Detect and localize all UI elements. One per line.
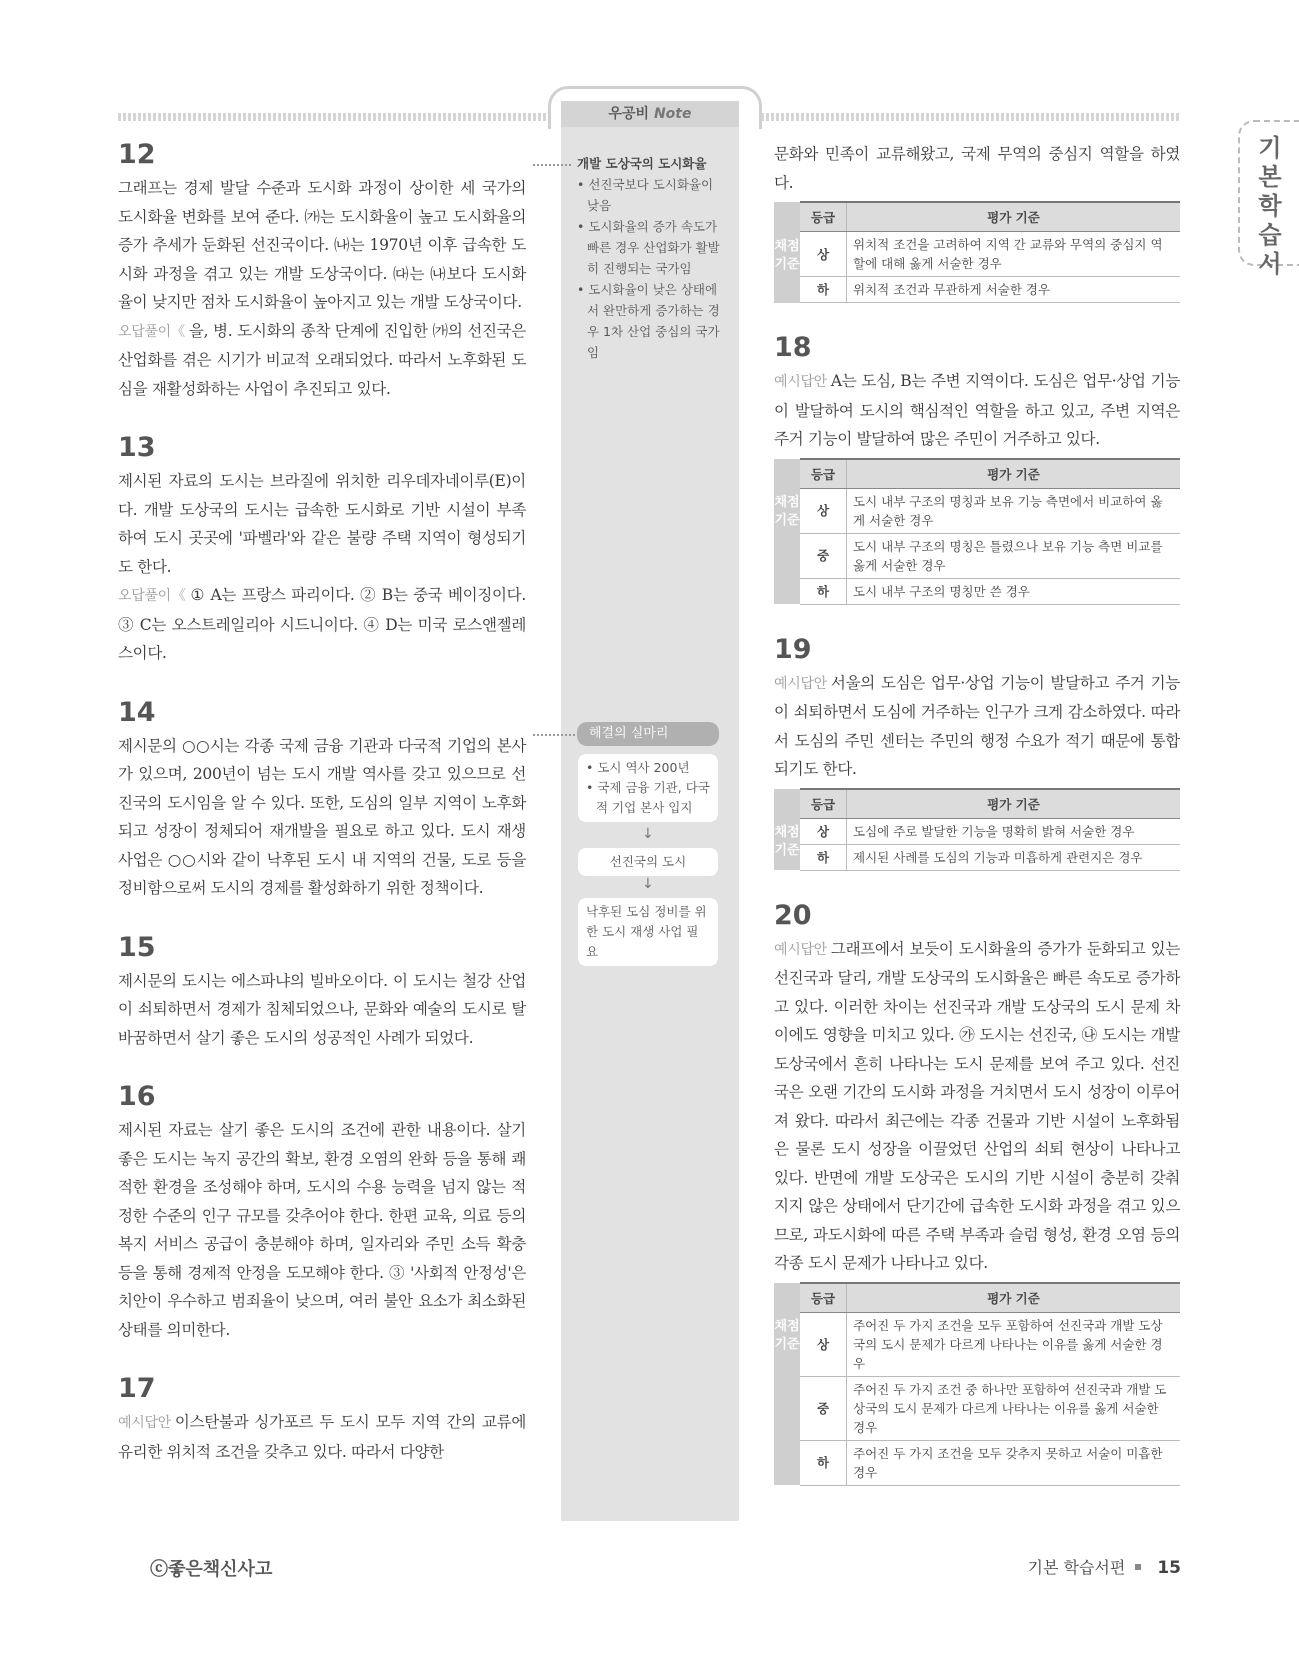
note-connector-1 — [533, 164, 573, 166]
grade-criteria: 주어진 두 가지 조건을 모두 포함하여 선진국과 개발 도상국의 도시 문제가 다르게 나타나는 이유를 옳게 서술한 경우 — [847, 1312, 1181, 1376]
note-item-urbanization — [577, 153, 727, 363]
clue-box-developed: 선진국의 도시 — [578, 848, 718, 876]
clue-box-conclusion: 낙후된 도심 정비를 위한 도시 재생 사업 필요 — [578, 898, 718, 966]
question-number: 18 — [774, 332, 812, 363]
wrong-answer-tag: 오답풀이《 — [118, 323, 185, 340]
answer-text — [774, 669, 1180, 784]
example-answer-text: 이스탄불과 싱가포르 두 도시 모두 지역 간의 교류에 유리한 위치적 조건을 갖추고 있다. 따라서 다양한 — [118, 1413, 526, 1461]
section-label: 기본 학습서편 — [1027, 1558, 1126, 1577]
down-arrow-icon: ↓ — [642, 876, 654, 892]
grade-criteria: 주어진 두 가지 조건을 모두 갖추지 못하고 서술이 미흡한 경우 — [847, 1440, 1181, 1485]
right-column — [774, 140, 1180, 1516]
grade-criteria: 도시 내부 구조의 명칭은 틀렸으나 보유 기능 측면 비교를 옳게 서술한 경우 — [847, 533, 1181, 578]
grade-criteria: 제시된 사례를 도심의 기능과 미흡하게 관련지은 경우 — [847, 844, 1181, 870]
note-bullet: • 도시화율이 낮은 상태에서 완만하게 증가하는 경우 1차 산업 중심의 국가임 — [587, 279, 727, 363]
criteria-header: 평가 기준 — [847, 789, 1181, 819]
answer-text: 제시문의 도시는 에스파냐의 빌바오이다. 이 도시는 철강 산업이 쇠퇴하면서 경제가 침체되었으나, 문화와 예술의 도시로 탈바꿈하면서 살기 좋은 도시의 성공적인 사례가 되었다. — [118, 971, 526, 1047]
clue-box-facts — [578, 754, 718, 822]
question-number: 12 — [118, 139, 156, 170]
grading-table-20 — [774, 1282, 1180, 1486]
level-header: 등급 — [800, 459, 847, 489]
grade-criteria: 도심에 주로 발달한 기능을 명확히 밝혀 서술한 경우 — [847, 818, 1181, 844]
side-tab-label: 기본학습서 — [1258, 134, 1282, 278]
question-13 — [118, 433, 526, 668]
wrong-answer-text: 을, 병. 도시화의 종착 단계에 진입한 ㈎의 선진국은 산업화를 겪은 시기가 비교적 오래되었다. 따라서 노후화된 도심을 재활성화하는 사업이 추진되고 있다. — [118, 321, 526, 398]
grading-table-19 — [774, 788, 1180, 871]
level-header: 등급 — [800, 1283, 847, 1313]
grade-level: 중 — [800, 1376, 847, 1440]
clue-title: 해결의 실마리 — [577, 722, 719, 746]
criteria-header: 평가 기준 — [847, 202, 1181, 232]
grade-level: 상 — [800, 232, 847, 277]
answer-text: 제시된 자료는 살기 좋은 도시의 조건에 관한 내용이다. 살기 좋은 도시는 녹지 공간의 확보, 환경 오염의 완화 등을 통해 쾌적한 환경을 조성해야 하며, 도시의 수용 능력을 넘지 않는 적정한 수준의 인구 규모를 갖추어야 한다. 한편 교육, 의료 등의 복지 서비스 공급이 충분해야 하며, 일자리와 주민 소득 확충 등을 통해 경제적 안정을 도모해야 한다. ③ '사회적 안정성'은 치안이 우수하고 범죄율이 낮으며, 여러 불안 요소가 최소화된 상태를 의미한다. — [118, 1121, 526, 1339]
q17-continued-text: 문화와 민족이 교류해왔고, 국제 무역의 중심지 역할을 하였다. — [774, 145, 1180, 192]
question-12 — [118, 140, 526, 403]
header-divider-left — [118, 113, 550, 121]
answer-text: 그래프는 경제 발달 수준과 도시화 과정이 상이한 세 국가의 도시화율 변화를 보여 준다. ㈎는 도시화율이 높고 도시화율의 증가 추세가 둔화된 선진국이다. ㈏는 1970년 이후 급속한 도시화 과정을 겪고 있는 개발 도상국이다. ㈐는 ㈏보다 도시화율이 낮지만 점차 도시화율이 높아지고 있는 개발 도상국이다. — [118, 179, 526, 311]
answer-text: 제시문의 ○○시는 각종 국제 금융 기관과 다국적 기업의 본사가 있으며, 200년이 넘는 도시 개발 역사를 갖고 있으므로 선진국의 도시임을 알 수 있다. 또한, 도심의 일부 지역이 노후화되고 성장이 정체되어 재개발을 필요로 하고 있다. 도시 재생 사업은 ○○시와 같이 낙후된 도시 내 지역의 건물, 도로 등을 정비함으로써 도시의 경제를 활성화하기 위한 정책이다. — [118, 736, 526, 897]
question-19 — [774, 635, 1180, 784]
example-answer-tag: 예시답안 — [774, 374, 827, 390]
example-answer-tag: 예시답안 — [774, 941, 827, 958]
grade-level: 하 — [800, 578, 847, 604]
grade-level: 하 — [800, 844, 847, 870]
criteria-header: 평가 기준 — [847, 459, 1181, 489]
example-answer-text: 그래프에서 보듯이 도시화율의 증가가 둔화되고 있는 선진국과 달리, 개발 도상국의 도시화율은 빠른 속도로 증가하고 있다. 이러한 차이는 선진국과 개발 도상국의 도시 문제 차이에도 영향을 미치고 있다. ㉮ 도시는 선진국, ㉯ 도시는 개발 도상국에서 흔히 나타나는 도시 문제를 보여 주고 있다. 선진국은 오랜 기간의 도시화 과정을 거치면서 도시 성장이 이루어져 왔다. 따라서 최근에는 각종 건물과 기반 시설이 노후화됨은 물론 도시 성장을 이끌었던 산업의 쇠퇴 현상이 나타나고 있다. 반면에 개발 도상국은 도시의 기반 시설이 충분히 갖춰지지 않은 상태에서 단기간에 급속한 도시화 과정을 겪고 있으므로, 과도시화에 따른 주택 부족과 슬럼 형성, 환경 오염 등의 각종 도시 문제가 나타나고 있다. — [774, 939, 1180, 1272]
grade-level: 중 — [800, 533, 847, 578]
grade-criteria: 위치적 조건을 고려하여 지역 간 교류와 무역의 중심지 역할에 대해 옳게 서술한 경우 — [847, 232, 1181, 277]
question-number: 20 — [774, 899, 812, 931]
level-header: 등급 — [800, 202, 847, 232]
wrong-answer-note — [118, 581, 526, 668]
grade-level: 하 — [800, 1440, 847, 1485]
wrong-answer-text: ① A는 프랑스 파리이다. ② B는 중국 베이징이다. ③ C는 오스트레일리아 시드니이다. ④ D는 미국 로스앤젤레스이다. — [118, 586, 526, 662]
question-15 — [118, 933, 526, 1053]
grade-level: 하 — [800, 277, 847, 303]
example-answer-text: 서울의 도심은 업무·상업 기능이 발달하고 주거 기능이 쇠퇴하면서 도심에 거주하는 인구가 크게 감소하였다. 따라서 도심의 주민 센터는 주민의 행정 수요가 적기 때문에 통합되기도 한다. — [774, 673, 1180, 778]
note-bullet: • 선진국보다 도시화율이 낮음 — [587, 174, 727, 216]
grade-criteria: 도시 내부 구조의 명칭만 쓴 경우 — [847, 578, 1181, 604]
publisher-logo: ⓒ좋은책신사고 — [150, 1559, 273, 1580]
example-answer-text: A는 도심, B는 주변 지역이다. 도심은 업무·상업 기능이 발달하여 도시의 핵심적인 역할을 하고 있고, 주변 지역은 주거 기능이 발달하여 많은 주민이 거주하고 있다. — [774, 372, 1180, 448]
question-number: 17 — [118, 1373, 156, 1404]
page-footer — [1028, 1555, 1182, 1578]
question-20 — [774, 901, 1180, 1278]
example-answer-tag: 예시답안 — [774, 675, 827, 692]
grading-side-label: 채점기준 — [774, 232, 800, 303]
question-14 — [118, 698, 526, 903]
grade-level: 상 — [800, 1312, 847, 1376]
page-number: 15 — [1157, 1558, 1181, 1578]
separator-square-icon — [1135, 1564, 1141, 1570]
grade-level: 상 — [800, 818, 847, 844]
question-number: 14 — [118, 696, 156, 728]
grade-criteria: 주어진 두 가지 조건 중 하나만 포함하여 선진국과 개발 도상국의 도시 문제가 다르게 나타나는 이유를 옳게 서술한 경우 — [847, 1376, 1181, 1440]
clue-bullet: • 도시 역사 200년 — [596, 758, 710, 778]
question-number: 15 — [118, 931, 156, 963]
question-18 — [774, 333, 1180, 454]
grade-level: 상 — [800, 488, 847, 533]
answer-text — [118, 1408, 526, 1466]
down-arrow-icon: ↓ — [642, 826, 654, 842]
side-section-tab[interactable] — [1238, 120, 1299, 278]
grade-criteria: 도시 내부 구조의 명칭과 보유 기능 측면에서 비교하여 옳게 서술한 경우 — [847, 488, 1181, 533]
note-title-suffix: Note — [653, 106, 692, 122]
note-item-heading: 개발 도상국의 도시화율 — [577, 156, 707, 171]
note-bullet: • 도시화율의 증가 속도가 빠른 경우 산업화가 활발히 진행되는 국가임 — [587, 216, 727, 279]
wrong-answer-tag: 오답풀이《 — [118, 588, 187, 604]
level-header: 등급 — [800, 789, 847, 819]
answer-text: 제시된 자료의 도시는 브라질에 위치한 리우데자네이루(E)이다. 개발 도상국의 도시는 급속한 도시화로 기반 시설이 부족하여 도시 곳곳에 '파벨라'와 같은 불량 주택 지역이 형성되기도 한다. — [118, 472, 526, 576]
grading-side-label: 채점기준 — [774, 818, 800, 870]
question-number: 19 — [774, 633, 812, 665]
wrong-answer-note — [118, 317, 526, 404]
grade-criteria: 위치적 조건과 무관하게 서술한 경우 — [847, 277, 1181, 303]
question-number: 16 — [118, 1081, 156, 1112]
question-17 — [118, 1374, 526, 1466]
grading-side-label: 채점기준 — [774, 1312, 800, 1485]
grading-table-17 — [774, 201, 1180, 303]
criteria-header: 평가 기준 — [847, 1283, 1181, 1313]
question-number: 13 — [118, 432, 156, 463]
answer-text — [774, 935, 1180, 1278]
answer-text — [774, 367, 1180, 454]
clue-bullet: • 국제 금융 기관, 다국적 기업 본사 입지 — [596, 778, 710, 818]
note-title — [561, 101, 739, 127]
example-answer-tag: 예시답안 — [118, 1415, 171, 1431]
header-divider-right — [756, 113, 1180, 121]
grading-side-label: 채점기준 — [774, 488, 800, 604]
grading-table-18 — [774, 458, 1180, 605]
left-column — [118, 140, 526, 1496]
note-connector-2 — [533, 734, 577, 736]
question-16 — [118, 1082, 526, 1344]
note-title-main: 우공비 — [608, 106, 650, 122]
